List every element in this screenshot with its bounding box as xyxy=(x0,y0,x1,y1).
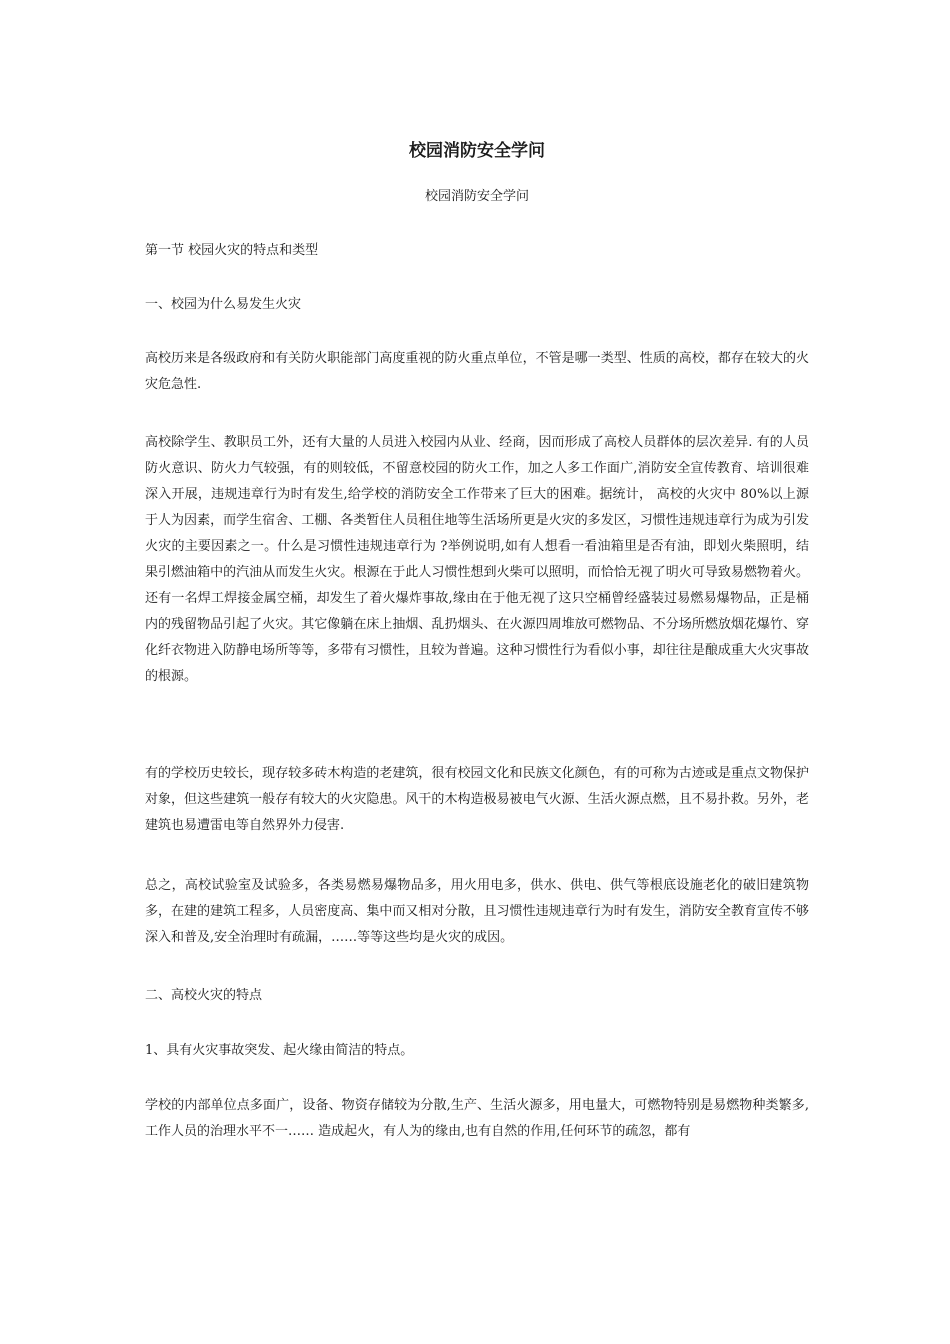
document-subtitle: 校园消防安全学问 xyxy=(424,189,529,204)
document-title: 校园消防安全学问 xyxy=(409,141,545,161)
paragraph-5: 学校的内部单位点多面广，设备、物资存储较为分散,生产、生活火源多，用电量大，可燃物特别是易燃物种类繁多,工作人员的治理水平不一…… 造成起火，有人为的缘由,也有自然的作用,任何环节的疏忽，都有 xyxy=(145,1098,809,1139)
paragraph-4: 总之，高校试验室及试验多，各类易燃易爆物品多，用火用电多，供水、供电、供气等根底设施老化的破旧建筑物多，在建的建筑工程多，人员密度高、集中而又相对分散，且习惯性违规违章行为时有发生，消防安全教育宣传不够深入和普及,安全治理时有疏漏，……等等这些均是火灾的成因。 xyxy=(145,878,809,945)
paragraph-3: 有的学校历史较长，现存较多砖木构造的老建筑，很有校园文化和民族文化颜色，有的可称为古迹或是重点文物保护对象，但这些建筑一般存有较大的火灾隐患。风干的木构造极易被电气火源、生活火源点燃，且不易扑救。另外，老建筑也易遭雷电等自然界外力侵害. xyxy=(145,766,809,833)
subsection-heading-2: 二、高校火灾的特点 xyxy=(145,988,263,1003)
paragraph-1: 高校历来是各级政府和有关防火职能部门高度重视的防火重点单位，不管是哪一类型、性质的高校，都存在较大的火灾危急性. xyxy=(145,351,809,392)
point-heading-1: 1、具有火灾事故突发、起火缘由简洁的特点。 xyxy=(145,1043,414,1058)
paragraph-2: 高校除学生、教职员工外，还有大量的人员进入校园内从业、经商，因而形成了高校人员群体的层次差异. 有的人员防火意识、防火力气较强，有的则较低，不留意校园的防火工作，加之人多工作面广,消防安全宣传教育、培训很难深入开展，违规违章行为时有发生,给学校的消防安全工作带来了巨大的困难。据统计， 高校的火灾中 80%以上源于人为因素，而学生宿舍、工棚、各类暂住人员租住地等生活场所更是火灾的多发区，习惯性违规违章行为成为引发火灾的主要因素之一。什么是习惯性违规违章行为 ?举例说明,如有人想看一看油箱里是否有油，即划火柴照明，结果引燃油箱中的汽油从而发生火灾。根源在于此人习惯性想到火柴可以照明，而恰恰无视了明火可导致易燃物着火。还有一名焊工焊接金属空桶，却发生了着火爆炸事故,缘由在于他无视了这只空桶曾经盛装过易燃易爆物品，正是桶内的残留物品引起了火灾。其它像躺在床上抽烟、乱扔烟头、在火源四周堆放可燃物品、不分场所燃放烟花爆竹、穿化纤衣物进入防静电场所等等，多带有习惯性，且较为普遍。这种习惯性行为看似小事，却往往是酿成重大火灾事故的根源。 xyxy=(145,435,809,684)
subsection-heading-1: 一、校园为什么易发生火灾 xyxy=(145,297,302,312)
section-heading-1: 第一节 校园火灾的特点和类型 xyxy=(145,243,319,258)
